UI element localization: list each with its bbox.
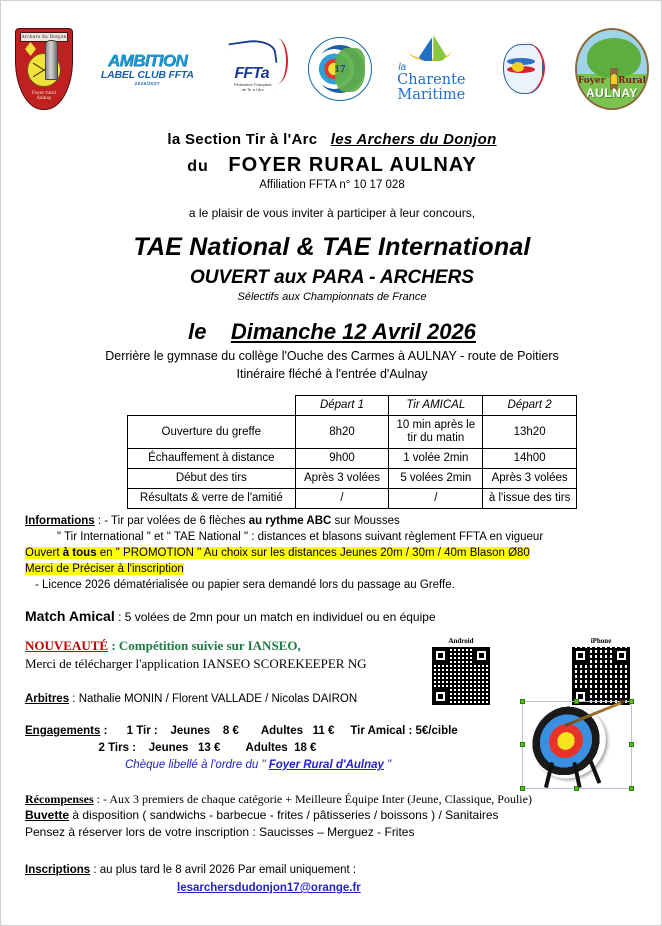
ffta-wordmark: FFTa [234,65,269,82]
venue-address: Derrière le gymnase du collège l'Ouche des Carmes à AULNAY - route de Poitiers [105,349,559,363]
buvette-label: Buvette [25,808,70,822]
resize-handle-middle-left[interactable] [520,742,525,747]
logo-bar [1,15,662,123]
nouveaute-line2: Merci de télécharger l'application IANSEO SCOREKEEPER NG [25,656,367,671]
charente-word2: Maritime [397,87,466,103]
comite-departemental-logo [308,37,372,101]
hl1-a: Ouvert [25,547,63,559]
schedule-table-wrapper [127,395,577,509]
event-subtitle: OUVERT aux PARA - ARCHERS [190,267,474,288]
cell-echauffement-amical: 1 volée 2min [389,449,483,469]
row-label-resultats: Résultats & verre de l'amitié [128,489,296,509]
ambition-wordmark: AMBITION [107,51,187,70]
cheque-prefix: Chèque libellé à l'ordre du " [125,759,269,771]
cell-echauffement-d1: 9h00 [295,449,389,469]
nouveaute-line1 [25,637,455,655]
invite-line: a le plaisir de vous inviter à participer à leur concours, [188,206,476,220]
table-row [128,416,577,449]
recompenses-section [25,791,645,807]
nouveaute-section [25,637,455,673]
inscriptions-text: : au plus tard le 8 avril 2026 Par email uniquement : [90,864,357,876]
section-prefix: la Section Tir à l'Arc [167,131,318,148]
nouveaute-sep: : [108,638,119,653]
schedule-table [127,395,577,509]
table-row [128,449,577,469]
engagements-line2 [25,740,495,757]
hl1-b: en " PROMOTION " Au choix sur les distances Jeunes 20m / 30m / 40m Blason Ø80 [96,547,530,559]
contact-email-link[interactable]: lesarchersdudonjon17@orange.fr [177,882,361,894]
engagements-row1: 1 Tir : Jeunes 8 € Adultes 11 € Tir Amical : 5€/cible [126,725,458,737]
recompenses-text: : - Aux 3 premiers de chaque catégorie + Meilleure Équipe Inter (Jeune, Classique, Poulie) [93,792,532,806]
archery-target-image[interactable] [522,701,632,789]
qr-android-label: Android [448,637,474,645]
charente-word1: Charente [397,72,466,88]
table-corner-cell [128,396,296,416]
charente-la: la [398,62,407,73]
engagements-row2: 2 Tirs : Jeunes 13 € Adultes 18 € [98,742,317,754]
cell-debut-amical: 5 volées 2min [389,469,483,489]
match-amical-text: : 5 volées de 2mn pour un match en individuel ou en équipe [114,610,436,624]
buvette-section [25,807,645,841]
cell-debut-d1: Après 3 volées [295,469,389,489]
inscriptions-label: Inscriptions [25,864,91,876]
engagements-label: Engagements [25,725,101,737]
informations-line1 [25,513,645,529]
informations-highlight-line2 [25,561,645,577]
engagements-cheque-line [25,757,495,774]
club-name: FOYER RURAL AULNAY [228,154,477,176]
cell-greffe-amical: 10 min après le tir du matin [389,416,483,449]
cell-resultats-d1: / [295,489,389,509]
table-header-depart2: Départ 2 [483,396,577,416]
event-title: TAE National & TAE International [133,233,531,261]
engagements-line1 [25,723,495,740]
table-header-row [128,396,577,416]
foyer-rural-aulnay-logo [575,28,649,110]
qr-iphone-icon[interactable] [571,646,631,706]
section-line [1,131,662,148]
engagements-section [25,723,495,774]
qr-iphone-label: iPhone [590,637,612,645]
table-header-depart1: Départ 1 [295,396,389,416]
du-label: du [187,158,209,175]
engagements-colon: : [100,725,108,737]
table-row [128,469,577,489]
recompenses-label: Récompenses [25,792,94,806]
cheque-suffix: " [383,759,392,771]
match-amical-label: Match Amical [25,608,115,624]
cell-echauffement-d2: 14h00 [483,449,577,469]
informations-line2: " Tir International " et " TAE National " : distances et blasons suivant règlement FFTA en vigueur [57,531,544,543]
cheque-order: Foyer Rural d'Aulnay [268,759,384,771]
informations-rythme: au rythme ABC [248,515,332,527]
row-label-greffe: Ouverture du greffe [128,416,296,449]
buvette-line2: Pensez à réserver lors de votre inscription : Saucisses – Merguez - Frites [25,825,415,839]
informations-line1-b: sur Mousses [331,515,400,527]
inscriptions-section [25,861,645,897]
match-amical-section [25,608,465,625]
charente-maritime-logo [390,35,472,103]
shield-foot-line2: Aulnay [36,95,52,100]
hl1-bold: à tous [62,547,97,559]
cell-greffe-d1: 8h20 [295,416,389,449]
inscriptions-email-line [25,879,645,897]
section-club-name: les Archers du Donjon [330,131,497,148]
resize-handle-top-left[interactable] [520,699,525,704]
informations-licence-line: - Licence 2026 dématérialisée ou papier sera demandé lors du passage au Greffe. [35,579,455,591]
ffta-logo [222,38,290,100]
table-row [128,489,577,509]
nouveaute-ianseo-line: Compétition suivie sur IANSEO, [118,638,301,653]
cell-resultats-d2: à l'issue des tirs [483,489,577,509]
itinerary-note: Itinéraire fléché à l'entrée d'Aulnay [236,367,428,381]
informations-label: Informations [25,515,95,527]
ambition-label-logo [91,52,203,86]
row-label-echauffement: Échauffement à distance [128,449,296,469]
informations-highlight-line1 [25,545,645,561]
table-header-tir-amical: Tir AMICAL [389,396,483,416]
shield-band-text: Archers du Donjon [20,32,68,42]
buvette-line1 [25,807,645,824]
qr-iphone-block[interactable] [571,637,631,706]
buvette-text: à disposition ( sandwichs - barbecue - frites / pâtisseries / boissons ) / Sanitaires [69,808,499,822]
cell-resultats-amical: / [389,489,483,509]
resize-handle-top-right[interactable] [629,699,634,704]
nouveaute-label: NOUVEAUTÉ [25,638,109,653]
date-prefix: le [188,319,207,344]
cd17-number: 17 [334,63,346,75]
informations-line1-a: : - Tir par volées de 6 flèches [94,515,249,527]
ffta-sub-line1: Fédération Française [233,82,272,87]
cell-greffe-d2: 13h20 [483,416,577,449]
shield-foot-line1: Foyer rural [32,90,56,95]
fra-word1: Foyer [577,76,606,86]
arbitres-section [25,691,465,707]
resize-handle-top-middle[interactable] [574,699,579,704]
hl2-text: Merci de Préciser à l'inscription [25,563,184,575]
cell-debut-d2: Après 3 volées [483,469,577,489]
ambition-subtitle: LABEL CLUB FFTA [100,69,194,81]
event-date-line [1,319,662,345]
affiliation: Affiliation FFTA n° 10 17 028 [259,179,405,191]
informations-section [25,513,645,593]
ambition-years: 2026/2027 [134,81,160,86]
inscriptions-line1 [25,861,645,879]
arbitres-text: : Nathalie MONIN / Florent VALLADE / Nicolas DAIRON [69,693,358,705]
fra-word2: Rural [618,76,647,86]
resize-handle-middle-right[interactable] [629,742,634,747]
arbitres-label: Arbitres [25,693,70,705]
row-label-debut-tirs: Début des tirs [128,469,296,489]
event-date: Dimanche 12 Avril 2026 [230,319,476,344]
ffta-sub-line2: de Tir à l'Arc [241,87,264,92]
selective-line: Sélectifs aux Championnats de France [237,291,427,303]
club-line [1,154,662,177]
club-shield-logo [15,28,73,110]
fra-aulnay: AULNAY [586,86,638,100]
comite-regional-logo [491,36,557,102]
